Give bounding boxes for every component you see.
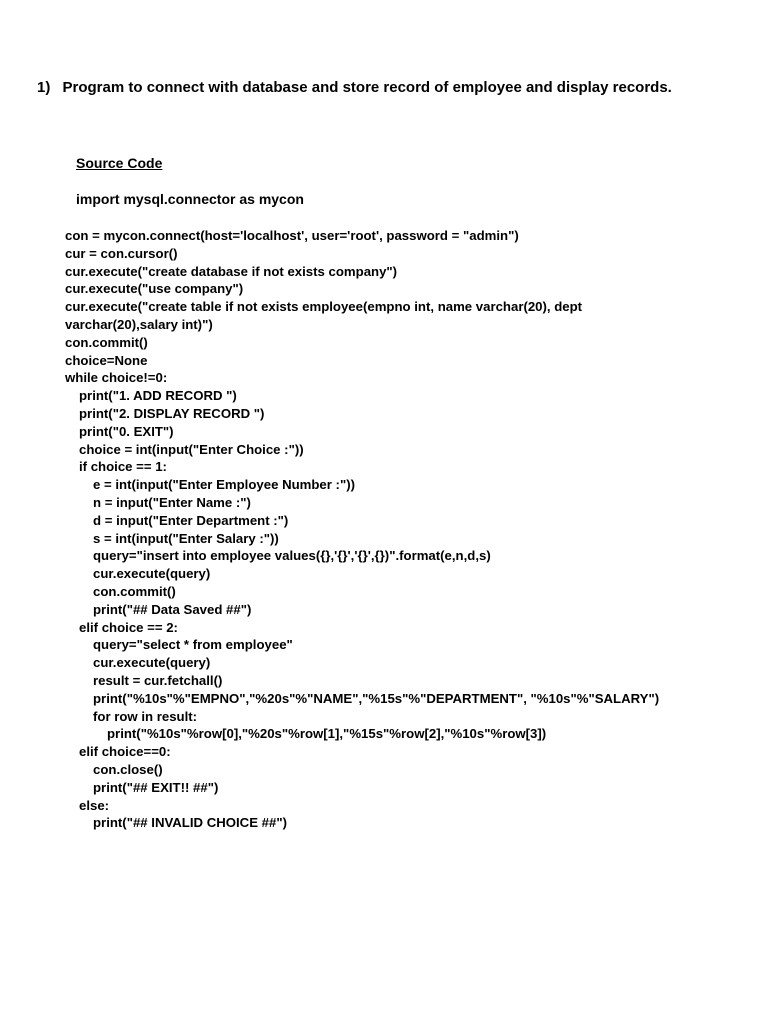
code-line: else: — [79, 797, 110, 813]
code-line: if choice == 1: — [79, 459, 167, 475]
code-line: con.commit() — [93, 583, 176, 599]
question-text: Program to connect with database and store record of employee and display records. — [62, 79, 672, 96]
source-code-title: Source Code — [76, 155, 163, 171]
code-line: print("0. EXIT") — [79, 423, 174, 439]
code-line: con.commit() — [65, 334, 148, 350]
code-line: elif choice==0: — [79, 744, 171, 760]
code-line: con = mycon.connect(host='localhost', user='root', password = "admin") — [65, 228, 519, 243]
code-line: print("%10s"%"EMPNO","%20s"%"NAME","%15s"%"DEPARTMENT", "%10s"%"SALARY") — [93, 690, 660, 706]
code-block — [65, 227, 745, 832]
code-line: cur.execute("use company") — [65, 281, 244, 297]
code-line: print("## Data Saved ##") — [93, 601, 252, 617]
code-line: con.close() — [93, 761, 163, 777]
code-line: cur = con.cursor() — [65, 245, 178, 261]
question-heading — [37, 79, 672, 96]
question-number: 1) — [37, 79, 51, 96]
code-line: print("1. ADD RECORD ") — [79, 388, 237, 404]
import-statement: import mysql.connector as mycon — [76, 191, 304, 207]
code-line: n = input("Enter Name :") — [93, 494, 251, 510]
code-line: for row in result: — [93, 708, 198, 724]
code-line: e = int(input("Enter Employee Number :")) — [93, 477, 355, 493]
code-line: print("%10s"%row[0],"%20s"%row[1],"%15s"%row[2],"%10s"%row[3]) — [107, 726, 547, 742]
code-line: varchar(20),salary int)") — [65, 316, 213, 332]
code-line: cur.execute(query) — [93, 566, 211, 582]
code-line: d = input("Enter Department :") — [93, 512, 289, 528]
code-line: s = int(input("Enter Salary :")) — [93, 530, 279, 546]
code-line: query="insert into employee values({},'{}','{}',{})".format(e,n,d,s) — [93, 548, 491, 564]
code-line: query="select * from employee" — [93, 637, 293, 653]
code-line: print("2. DISPLAY RECORD ") — [79, 405, 265, 421]
code-line: while choice!=0: — [65, 370, 168, 386]
code-line: elif choice == 2: — [79, 619, 178, 635]
code-line: print("## EXIT!! ##") — [93, 779, 219, 795]
code-line: choice = int(input("Enter Choice :")) — [79, 441, 304, 457]
code-line: choice=None — [65, 352, 148, 368]
code-line: cur.execute("create database if not exists company") — [65, 263, 398, 279]
code-line: result = cur.fetchall() — [93, 672, 223, 688]
code-line: cur.execute("create table if not exists employee(empno int, name varchar(20), dept — [65, 299, 583, 315]
code-line: cur.execute(query) — [93, 655, 211, 671]
code-line: print("## INVALID CHOICE ##") — [93, 815, 287, 831]
